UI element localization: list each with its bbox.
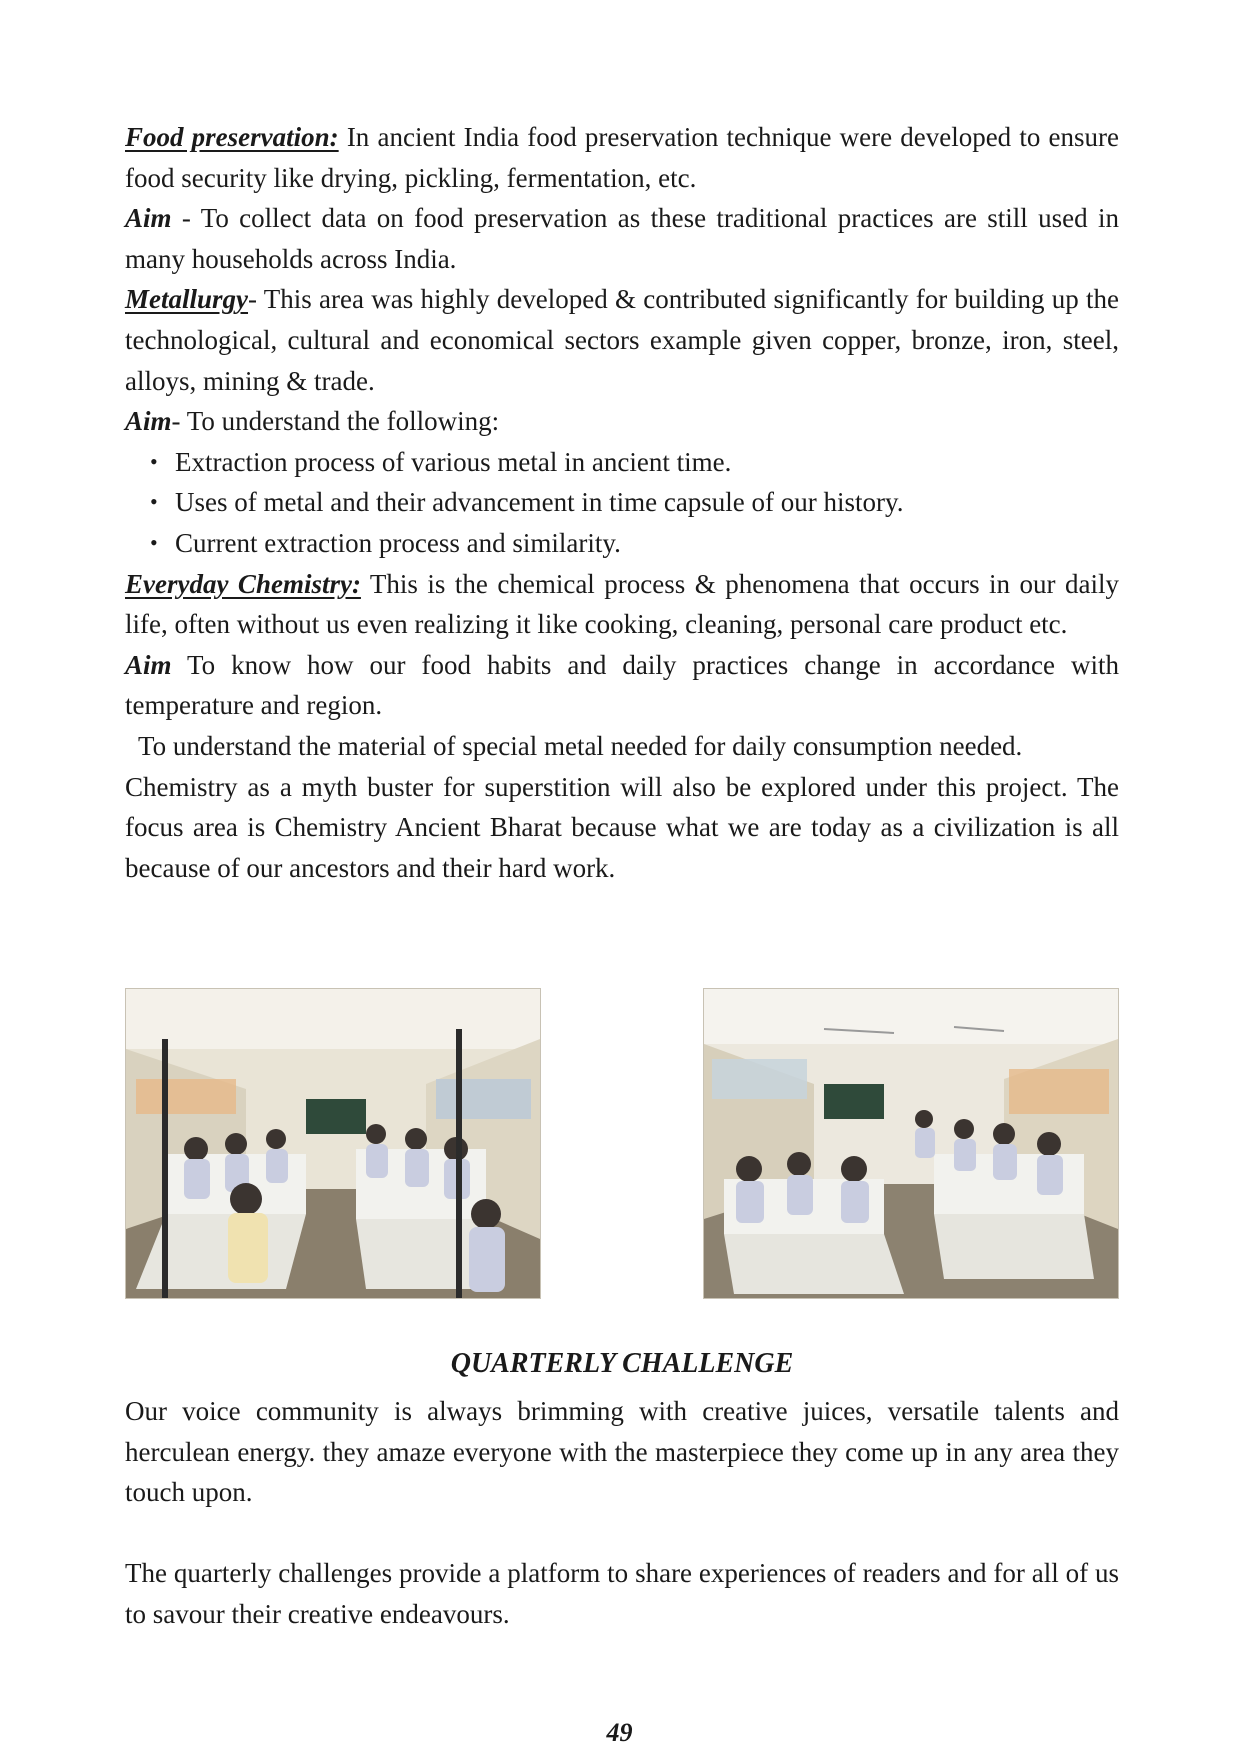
- metallurgy-paragraph: [125, 279, 1119, 401]
- everyday-chemistry-paragraph: [125, 564, 1119, 645]
- everyday-aim-paragraph: [125, 645, 1119, 726]
- understand-paragraph: To understand the material of special metal needed for daily consumption needed.: [138, 730, 1023, 761]
- bullet-icon: •: [150, 448, 158, 474]
- food-aim-paragraph: [125, 198, 1119, 279]
- food-preservation-title: Food preservation:: [125, 122, 339, 152]
- list-item-text: Current extraction process and similarity.: [175, 527, 621, 558]
- list-item: [148, 442, 1119, 483]
- bullet-icon: •: [150, 489, 158, 515]
- food-aim-text: - To collect data on food preservation as these traditional practices are still used in many households across India.: [125, 203, 1119, 274]
- classroom-photo-right-image: [704, 989, 1118, 1298]
- everyday-aim-label: Aim: [125, 649, 172, 680]
- list-item-text: Extraction process of various metal in ancient time.: [175, 446, 732, 477]
- metallurgy-aim-text: - To understand the following:: [171, 406, 500, 437]
- metallurgy-text: - This area was highly developed & contributed significantly for building up the technological, cultural and economical sectors example given copper, bronze, iron, steel, alloys, mining & trade.: [125, 284, 1119, 396]
- classroom-photo-left-image: [126, 989, 540, 1298]
- photo-row: [125, 988, 1119, 1297]
- metallurgy-title: Metallurgy: [125, 284, 249, 315]
- quarterly-paragraph-1: Our voice community is always brimming with creative juices, versatile talents and herculean energy. they amaze everyone with the masterpiece they come up in any area they touch upon.: [125, 1396, 1119, 1508]
- document-page: [125, 0, 1119, 1629]
- paragraph-spacer: [125, 1513, 1119, 1554]
- everyday-aim-text: To know how our food habits and daily practices change in accordance with temperature and region.: [125, 649, 1119, 721]
- metallurgy-aim-label: Aim: [125, 406, 172, 437]
- quarterly-challenge-heading: QUARTERLY CHALLENGE: [450, 1348, 794, 1379]
- everyday-chemistry-title: Everyday Chemistry:: [125, 568, 361, 599]
- page-number: 49: [606, 1718, 633, 1747]
- food-preservation-text: In ancient India food preservation technique were developed to ensure food security like drying, pickling, fermentation, etc.: [125, 122, 1119, 193]
- quarterly-paragraph-2: The quarterly challenges provide a platform to share experiences of readers and for all of us to savour their creative endeavours.: [125, 1558, 1119, 1629]
- list-item: [148, 482, 1119, 523]
- classroom-photo-left: [125, 988, 541, 1299]
- body-text: [125, 0, 1119, 888]
- bullet-icon: •: [150, 529, 158, 555]
- aim-bullet-list: [125, 442, 1119, 564]
- list-item: [148, 523, 1119, 564]
- metallurgy-aim-paragraph: [125, 401, 1119, 442]
- food-aim-label: Aim: [125, 203, 172, 234]
- everyday-chemistry-text: This is the chemical process & phenomena that occurs in our daily life, often without us even realizing it like cooking, cleaning, personal care product etc.: [125, 568, 1119, 640]
- food-preservation-paragraph: [125, 117, 1119, 198]
- classroom-photo-right: [703, 988, 1119, 1299]
- quarterly-challenge-body: [125, 1391, 1119, 1635]
- list-item-text: Uses of metal and their advancement in time capsule of our history.: [175, 487, 904, 518]
- myth-buster-paragraph: Chemistry as a myth buster for superstition will also be explored under this project. The focus area is Chemistry Ancient Bharat because what we are today as a civilization is all because of our ancestors and their hard work.: [125, 771, 1119, 883]
